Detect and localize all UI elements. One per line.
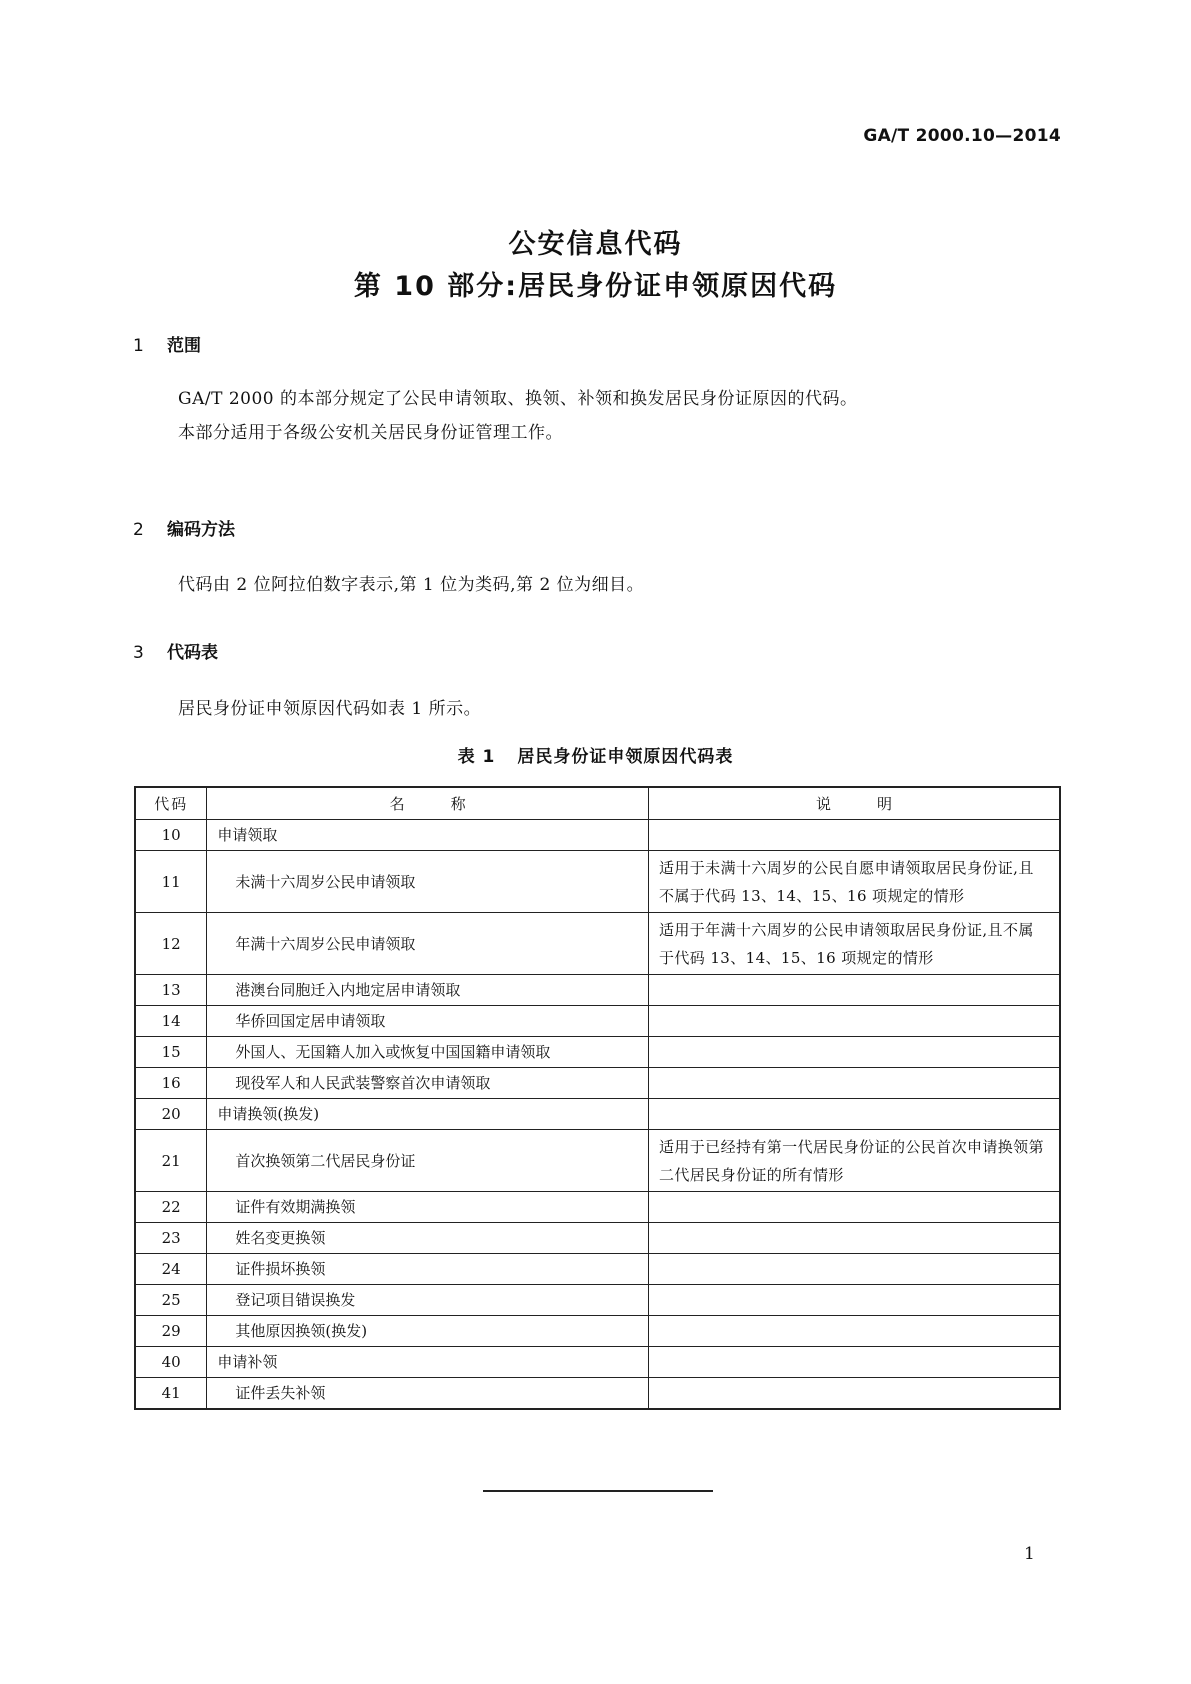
section-3-body	[178, 692, 481, 726]
row-name: 外国人、无国籍人加入或恢复中国国籍申请领取	[207, 1037, 649, 1068]
header-name	[207, 787, 649, 820]
row-code: 22	[135, 1192, 207, 1223]
document-title	[0, 224, 1191, 308]
row-code: 23	[135, 1223, 207, 1254]
row-description	[648, 1192, 1060, 1223]
table-row	[135, 1037, 1060, 1068]
row-description: 适用于已经持有第一代居民身份证的公民首次申请换领第二代居民身份证的所有情形	[648, 1130, 1060, 1192]
row-code: 25	[135, 1285, 207, 1316]
table-row	[135, 820, 1060, 851]
row-code: 29	[135, 1316, 207, 1347]
row-description	[648, 1099, 1060, 1130]
title-line-1: 公安信息代码	[508, 229, 683, 260]
table-caption-title: 居民身份证申领原因代码表	[517, 747, 734, 767]
row-code: 41	[135, 1378, 207, 1409]
row-description	[648, 1068, 1060, 1099]
row-description: 适用于年满十六周岁的公民申请领取居民身份证,且不属于代码 13、14、15、16 项规定的情形	[648, 913, 1060, 975]
row-description	[648, 1316, 1060, 1347]
row-code: 16	[135, 1068, 207, 1099]
table-row	[135, 1347, 1060, 1378]
row-name: 年满十六周岁公民申请领取	[207, 913, 649, 975]
row-name: 港澳台同胞迁入内地定居申请领取	[207, 975, 649, 1006]
section-3-title: 代码表	[167, 643, 218, 663]
row-description	[648, 1347, 1060, 1378]
table-row	[135, 1006, 1060, 1037]
row-name: 首次换领第二代居民身份证	[207, 1130, 649, 1192]
row-name: 证件丢失补领	[207, 1378, 649, 1409]
row-code: 14	[135, 1006, 207, 1037]
row-description	[648, 1037, 1060, 1068]
table-row	[135, 1254, 1060, 1285]
section-3-number: 3	[133, 643, 144, 663]
end-of-text-rule	[483, 1490, 713, 1492]
section-3-heading	[133, 638, 218, 663]
row-name: 姓名变更换领	[207, 1223, 649, 1254]
table-row	[135, 1192, 1060, 1223]
section-2-title: 编码方法	[167, 520, 235, 540]
header-desc-char-1: 说	[815, 794, 831, 813]
row-code: 10	[135, 820, 207, 851]
row-name: 申请补领	[207, 1347, 649, 1378]
row-code: 40	[135, 1347, 207, 1378]
section-1-body	[178, 382, 858, 450]
table-row	[135, 1285, 1060, 1316]
table-row	[135, 851, 1060, 913]
standard-code: GA/T 2000.10—2014	[863, 126, 1061, 146]
row-name: 未满十六周岁公民申请领取	[207, 851, 649, 913]
section-3-paragraph-1: 居民身份证申领原因代码如表 1 所示。	[178, 699, 482, 719]
row-code: 11	[135, 851, 207, 913]
row-description	[648, 1006, 1060, 1037]
section-2-heading	[133, 515, 235, 540]
table-row	[135, 975, 1060, 1006]
table-row	[135, 1316, 1060, 1347]
row-code: 24	[135, 1254, 207, 1285]
section-1-number: 1	[133, 336, 144, 356]
section-1-paragraph-1: GA/T 2000 的本部分规定了公民申请领取、换领、补领和换发居民身份证原因的代码。	[178, 389, 858, 409]
row-description: 适用于未满十六周岁的公民自愿申请领取居民身份证,且不属于代码 13、14、15、16 项规定的情形	[648, 851, 1060, 913]
title-line-2: 第 10 部分:居民身份证申领原因代码	[353, 271, 838, 302]
row-name: 申请领取	[207, 820, 649, 851]
table-row	[135, 1223, 1060, 1254]
row-description	[648, 1378, 1060, 1409]
row-name: 证件有效期满换领	[207, 1192, 649, 1223]
row-name: 证件损坏换领	[207, 1254, 649, 1285]
section-1-paragraph-2: 本部分适用于各级公安机关居民身份证管理工作。	[178, 423, 563, 443]
table-row	[135, 1099, 1060, 1130]
row-code: 20	[135, 1099, 207, 1130]
row-description	[648, 1223, 1060, 1254]
section-1-title: 范围	[167, 336, 201, 356]
row-code: 15	[135, 1037, 207, 1068]
section-2-paragraph-1: 代码由 2 位阿拉伯数字表示,第 1 位为类码,第 2 位为细目。	[178, 575, 645, 595]
table-header-row	[135, 787, 1060, 820]
table-caption	[0, 742, 1191, 767]
row-description	[648, 820, 1060, 851]
header-name-char-1: 名	[389, 794, 405, 813]
row-name: 登记项目错误换发	[207, 1285, 649, 1316]
section-2-body	[178, 568, 644, 602]
table-row	[135, 1068, 1060, 1099]
table-row	[135, 1130, 1060, 1192]
header-description	[648, 787, 1060, 820]
page-number: 1	[1024, 1544, 1035, 1564]
row-description	[648, 1254, 1060, 1285]
row-name: 华侨回国定居申请领取	[207, 1006, 649, 1037]
row-name: 其他原因换领(换发)	[207, 1316, 649, 1347]
row-description	[648, 1285, 1060, 1316]
header-code: 代码	[135, 787, 207, 820]
header-name-char-2: 称	[450, 794, 466, 813]
row-code: 21	[135, 1130, 207, 1192]
row-code: 12	[135, 913, 207, 975]
section-2-number: 2	[133, 520, 144, 540]
row-name: 现役军人和人民武装警察首次申请领取	[207, 1068, 649, 1099]
row-description	[648, 975, 1060, 1006]
reason-code-table	[134, 786, 1061, 1410]
row-name: 申请换领(换发)	[207, 1099, 649, 1130]
header-desc-char-2: 明	[876, 794, 892, 813]
table-caption-label: 表 1	[457, 747, 496, 767]
section-1-heading	[133, 331, 201, 356]
table-row	[135, 913, 1060, 975]
table-row	[135, 1378, 1060, 1409]
row-code: 13	[135, 975, 207, 1006]
